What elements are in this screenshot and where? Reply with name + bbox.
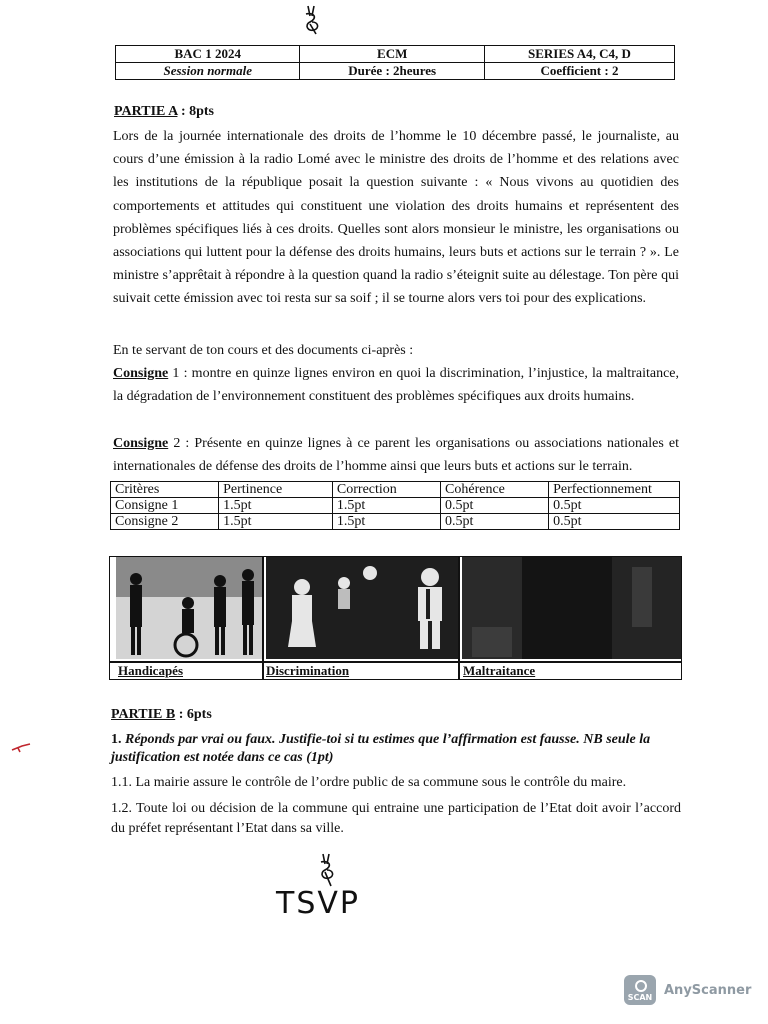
grading-cell: 0.5pt <box>441 514 549 530</box>
scanner-icon-label: SCAN <box>627 993 653 1002</box>
consigne-1-text: 1 : montre en quinze lignes environ en quoi la discrimination, l’injustice, la maltraitance, la dégradation de l’environnement constituent des problèmes spécifiques aux droits humains. <box>113 366 679 405</box>
header-row <box>116 63 675 80</box>
grading-cell: Consigne 1 <box>111 498 219 514</box>
consigne-2 <box>113 432 679 478</box>
dark-scene-icon <box>462 557 681 659</box>
grading-cell: 0.5pt <box>549 498 680 514</box>
handwritten-tsvp: TSVP <box>276 886 360 921</box>
grading-row <box>111 498 680 514</box>
photo-discrimination <box>266 557 458 659</box>
header-subject: ECM <box>300 46 484 63</box>
grading-header-cell: Critères <box>111 482 219 498</box>
consigne-1 <box>113 362 679 408</box>
header-series: SERIES A4, C4, D <box>484 46 674 63</box>
exam-header-table <box>115 45 675 80</box>
scanner-brand: AnyScanner <box>664 982 752 998</box>
grading-cell: 1.5pt <box>332 514 440 530</box>
partie-a-title <box>114 104 214 120</box>
grading-header-row <box>111 482 680 498</box>
grading-cell: 1.5pt <box>219 498 333 514</box>
header-session: Session normale <box>116 63 300 80</box>
question-1-text: Réponds par vrai ou faux. Justifie-toi si tu estimes que l’affirmation est fausse. NB seule la justification est notée dans ce cas (1pt) <box>111 732 651 765</box>
question-1-2: 1.2. Toute loi ou décision de la commune qui entraine une participation de l’Etat doit avoir l’accord du préfet représentant l’Etat dans sa ville. <box>111 801 681 836</box>
partie-b-title <box>111 707 212 723</box>
grading-cell: 0.5pt <box>441 498 549 514</box>
question-1-number: 1. <box>111 732 125 747</box>
header-row <box>116 46 675 63</box>
grading-header-cell: Pertinence <box>219 482 333 498</box>
consigne-2-text: 2 : Présente en quinze lignes à ce parent les organisations ou associations nationales et internationales de défense des droits de l’homme ainsi que leurs buts et actions sur le terrain. <box>113 436 679 475</box>
grading-row <box>111 514 680 530</box>
question-1-1: 1.1. La mairie assure le contrôle de l’ordre public de sa commune sous le contrôle du maire. <box>111 775 627 790</box>
crowd-icon <box>266 557 458 659</box>
photo-handicapes <box>116 557 262 659</box>
grading-cell: 1.5pt <box>332 498 440 514</box>
document-images <box>109 556 682 680</box>
caption-handicapes: Handicapés <box>118 663 184 678</box>
margin-pen-mark-icon <box>10 740 34 754</box>
handwritten-signature-icon <box>316 852 338 888</box>
scanner-app-icon <box>624 975 656 1005</box>
people-group-icon <box>116 557 262 659</box>
consigne-2-label: Consigne <box>113 436 169 451</box>
grading-header-cell: Correction <box>332 482 440 498</box>
header-exam: BAC 1 2024 <box>116 46 300 63</box>
partie-a-label: PARTIE A <box>114 104 178 119</box>
grading-header-cell: Perfectionnement <box>549 482 680 498</box>
grading-cell: 0.5pt <box>549 514 680 530</box>
header-coefficient: Coefficient : 2 <box>484 63 674 80</box>
consigne-1-label: Consigne <box>113 366 169 381</box>
partie-a-instruction: En te servant de ton cours et des documents ci-après : <box>113 343 414 358</box>
partie-b-points: : 6pts <box>175 707 212 722</box>
header-duration: Durée : 2heures <box>300 63 484 80</box>
caption-maltraitance: Maltraitance <box>463 663 536 678</box>
partie-b-label: PARTIE B <box>111 707 176 722</box>
partie-a-points: : 8pts <box>177 104 214 119</box>
grading-table <box>110 481 680 530</box>
photo-maltraitance <box>462 557 681 659</box>
caption-divider <box>110 661 681 663</box>
partie-a-intro: Lors de la journée internationale des droits de l’homme le 10 décembre passé, le journaliste, au cours d’une émission à la radio Lomé avec le ministre des droits de l’homme et des relations avec les institutions de la république posait la question suivante : « Nous vivons au quotidien des comportements et attitudes qui constituent une violation des droits humains et représentent des problèmes spécifiques liés à ces droits. Quelles sont alors monsieur le ministre, les organisations ou associations qui luttent pour la défense des droits humains, leurs buts et actions sur le terrain ? ». Le ministre s’apprêtait à répondre à la question quand la radio s’éteignit suite au délestage. Ton père qui suivait cette émission avec toi resta sur sa soif ; il se tourne alors vers toi pour des explications. <box>113 129 679 307</box>
grading-header-cell: Cohérence <box>441 482 549 498</box>
grading-cell: 1.5pt <box>219 514 333 530</box>
question-1 <box>111 731 681 767</box>
caption-discrimination: Discrimination <box>266 663 350 678</box>
handwritten-signature-icon <box>300 4 324 36</box>
grading-cell: Consigne 2 <box>111 514 219 530</box>
scanner-watermark <box>624 975 751 1005</box>
